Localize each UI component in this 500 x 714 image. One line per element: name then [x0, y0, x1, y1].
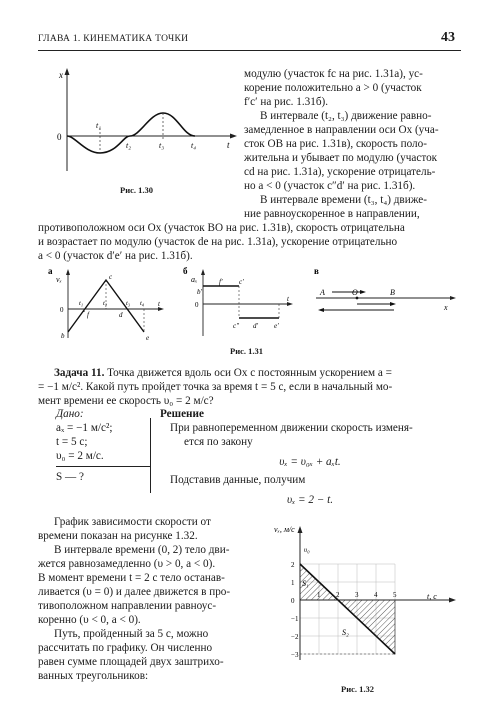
fig131a-b: b: [61, 332, 65, 340]
right-column-text: [244, 67, 461, 221]
text-line: cd на рис. 1.31а), ускорение отрицатель-: [244, 166, 436, 178]
text-line: противоположном оси Ox (участок BO на рис. 1.31в), скорость отрицательна: [38, 222, 405, 234]
text-line: В момент времени t = 2 с тело останав-: [38, 572, 225, 584]
fig130-tick-t4: t₄: [191, 141, 197, 150]
text-line: корение положительно a > 0 (участок: [244, 82, 422, 94]
given-title: Дано:: [56, 408, 84, 420]
full-width-text: [38, 221, 461, 263]
fig131a-axis: vₓ: [56, 275, 62, 284]
y-axis-arrow: [298, 526, 303, 533]
find-block: S — ?: [56, 471, 84, 483]
fig130-tick-t2: t₂: [126, 141, 132, 150]
fig131a-c: c: [109, 273, 113, 281]
text-line: жительна и убывает по модулю (участок: [244, 152, 438, 164]
text-line: ванных треугольников:: [38, 670, 149, 682]
fig132-caption: Рис. 1.32: [341, 684, 374, 694]
text-line: Путь, пройденный за 5 с, можно: [54, 628, 209, 640]
text-line: рассчитать по графику. Он численно: [38, 642, 213, 654]
fig131b-f: f′: [219, 278, 223, 286]
text-line: времени показан на рисунке 1.32.: [38, 530, 198, 542]
text-line: ние равноускоренное в направлении,: [244, 208, 420, 220]
text-line: Точка движется вдоль оси Ox с постоянным ускорением a =: [107, 367, 392, 379]
fig131b-axis: aₓ: [191, 275, 198, 284]
x-axis-arrow: [449, 598, 456, 603]
fig131b-b: b′: [197, 288, 203, 296]
given-item: υ₀ = 2 м/с.: [56, 450, 104, 462]
text-line: и возрастает по модулю (участок de на рис. 1.31а), ускорение отрицательно: [38, 236, 398, 248]
fig131a-t2: t₂: [103, 300, 108, 307]
given-divider-horizontal: [56, 466, 151, 467]
solution-block: [160, 407, 460, 507]
x-tick-label: 4: [374, 591, 378, 599]
y-tick-label: −2: [291, 633, 299, 641]
fig131a-d: d: [119, 311, 123, 319]
figure-1-31a: [46, 264, 166, 346]
text-line: но a < 0 (участок c″d′ на рис. 1.31б).: [244, 180, 416, 192]
text-line: График зависимости скорости от: [54, 516, 211, 528]
y-tick-label: 1: [291, 579, 295, 587]
x-tick-label: 2: [336, 591, 340, 599]
fig131b-origin: 0: [195, 301, 199, 309]
text-line: = −1 м/с². Какой путь пройдет точка за время t = 5 с, если в начальный мо-: [38, 381, 393, 393]
fig132-s1: S₁: [302, 579, 309, 588]
fig132-v0: υ₀: [304, 546, 310, 554]
text-line: f′c′ на рис. 1.31б).: [244, 96, 329, 108]
fig130-caption: Рис. 1.30: [120, 185, 153, 195]
figure-1-31b: [181, 264, 296, 346]
fig131c-o: O: [352, 288, 358, 297]
text-line: тивоположном направлении равноус-: [38, 600, 217, 612]
text-line: ливается (υ = 0) и далее движется в про-: [38, 586, 231, 598]
given-divider-vertical: [150, 418, 151, 493]
fig131a-f: f: [87, 311, 89, 319]
header-rule: [38, 50, 461, 51]
fig130-tick-t1: t₁: [96, 121, 102, 130]
fig131a-t4: t₄: [140, 300, 145, 307]
fig131b-c2: c″: [233, 322, 240, 330]
given-item: t = 5 с;: [56, 436, 88, 448]
fig131b-e: e′: [274, 322, 279, 330]
task-title: Задача 11.: [54, 367, 105, 379]
task-11-statement: [38, 366, 461, 408]
fig132-y-label: vₓ, м/с: [274, 525, 295, 534]
fig131-label-c: в: [314, 266, 319, 276]
fig131b-t: t: [287, 295, 289, 303]
fig131b-d: d′: [253, 322, 259, 330]
formula-2: υₓ = 2 − t.: [286, 494, 334, 506]
bottom-left-text: [38, 515, 268, 683]
x-tick-label: 3: [355, 591, 359, 599]
fig131-caption: Рис. 1.31: [230, 346, 263, 356]
x-tick-label: 5: [393, 591, 397, 599]
fig131a-t1: t₁: [79, 300, 84, 307]
fig131-label-a: а: [48, 266, 53, 276]
fig131c-a: A: [320, 288, 325, 297]
text-line: равен сумме площадей двух заштрихо-: [38, 656, 224, 668]
fig131c-b: B: [390, 288, 395, 297]
text-line: жется равнозамедленно (υ > 0, a < 0).: [38, 558, 216, 570]
fig131a-origin: 0: [60, 306, 64, 314]
fig131c-x: x: [444, 303, 448, 312]
text-line: модулю (участок fc на рис. 1.31а), ус-: [244, 68, 423, 80]
text-line: коренно (υ < 0, a < 0).: [38, 614, 141, 626]
given-block: [56, 407, 151, 463]
text-line: замедленное в направлении оси Ox (уча-: [244, 124, 439, 136]
text-line: В интервале времени (0, 2) тело дви-: [54, 544, 230, 556]
fig131a-t: t: [158, 300, 160, 308]
y-tick-label: −1: [291, 615, 299, 623]
figure-1-32: [272, 520, 464, 690]
text-line: В интервале времени (t₃, t₄) движе-: [260, 194, 427, 206]
fig131a-t3: t₃: [126, 300, 131, 307]
text-line: a < 0 (участок d′e′ на рис. 1.31б).: [38, 250, 193, 262]
formula-1: υₓ = υ₀ₓ + aₓt.: [279, 456, 341, 468]
text-line: Подставив данные, получим: [170, 474, 306, 486]
fig130-t-label: t: [227, 140, 230, 150]
fig131b-c1: c′: [239, 278, 244, 286]
chapter-header: ГЛАВА 1. КИНЕМАТИКА ТОЧКИ: [38, 34, 189, 44]
text-line: сток OB на рис. 1.31в), скорость поло-: [244, 138, 427, 150]
fig132-s2: S₂: [342, 628, 349, 637]
solution-title: Решение: [160, 408, 204, 420]
fig130-tick-t3: t₃: [159, 141, 165, 150]
given-item: aₓ = −1 м/с²;: [56, 422, 113, 434]
y-tick-label: 0: [291, 597, 295, 605]
text-line: При равнопеременном движении скорость изменя-: [170, 422, 413, 434]
fig131-label-b: б: [183, 266, 188, 276]
fig132-x-label: t, с: [427, 592, 437, 601]
y-tick-label: 2: [291, 561, 295, 569]
figure-1-31c: [312, 264, 462, 346]
y-tick-label: −3: [291, 651, 299, 659]
text-line: ется по закону: [184, 436, 253, 448]
fig130-origin: 0: [57, 132, 62, 142]
text-line: В интервале (t₂, t₃) движение равно-: [260, 110, 432, 122]
page-number: 43: [441, 30, 455, 45]
x-tick-label: 1: [317, 591, 321, 599]
text-line: мент времени ее скорость υ₀ = 2 м/с?: [38, 395, 214, 407]
fig131a-e: e: [146, 334, 150, 342]
fig130-x-label: x: [59, 70, 63, 80]
